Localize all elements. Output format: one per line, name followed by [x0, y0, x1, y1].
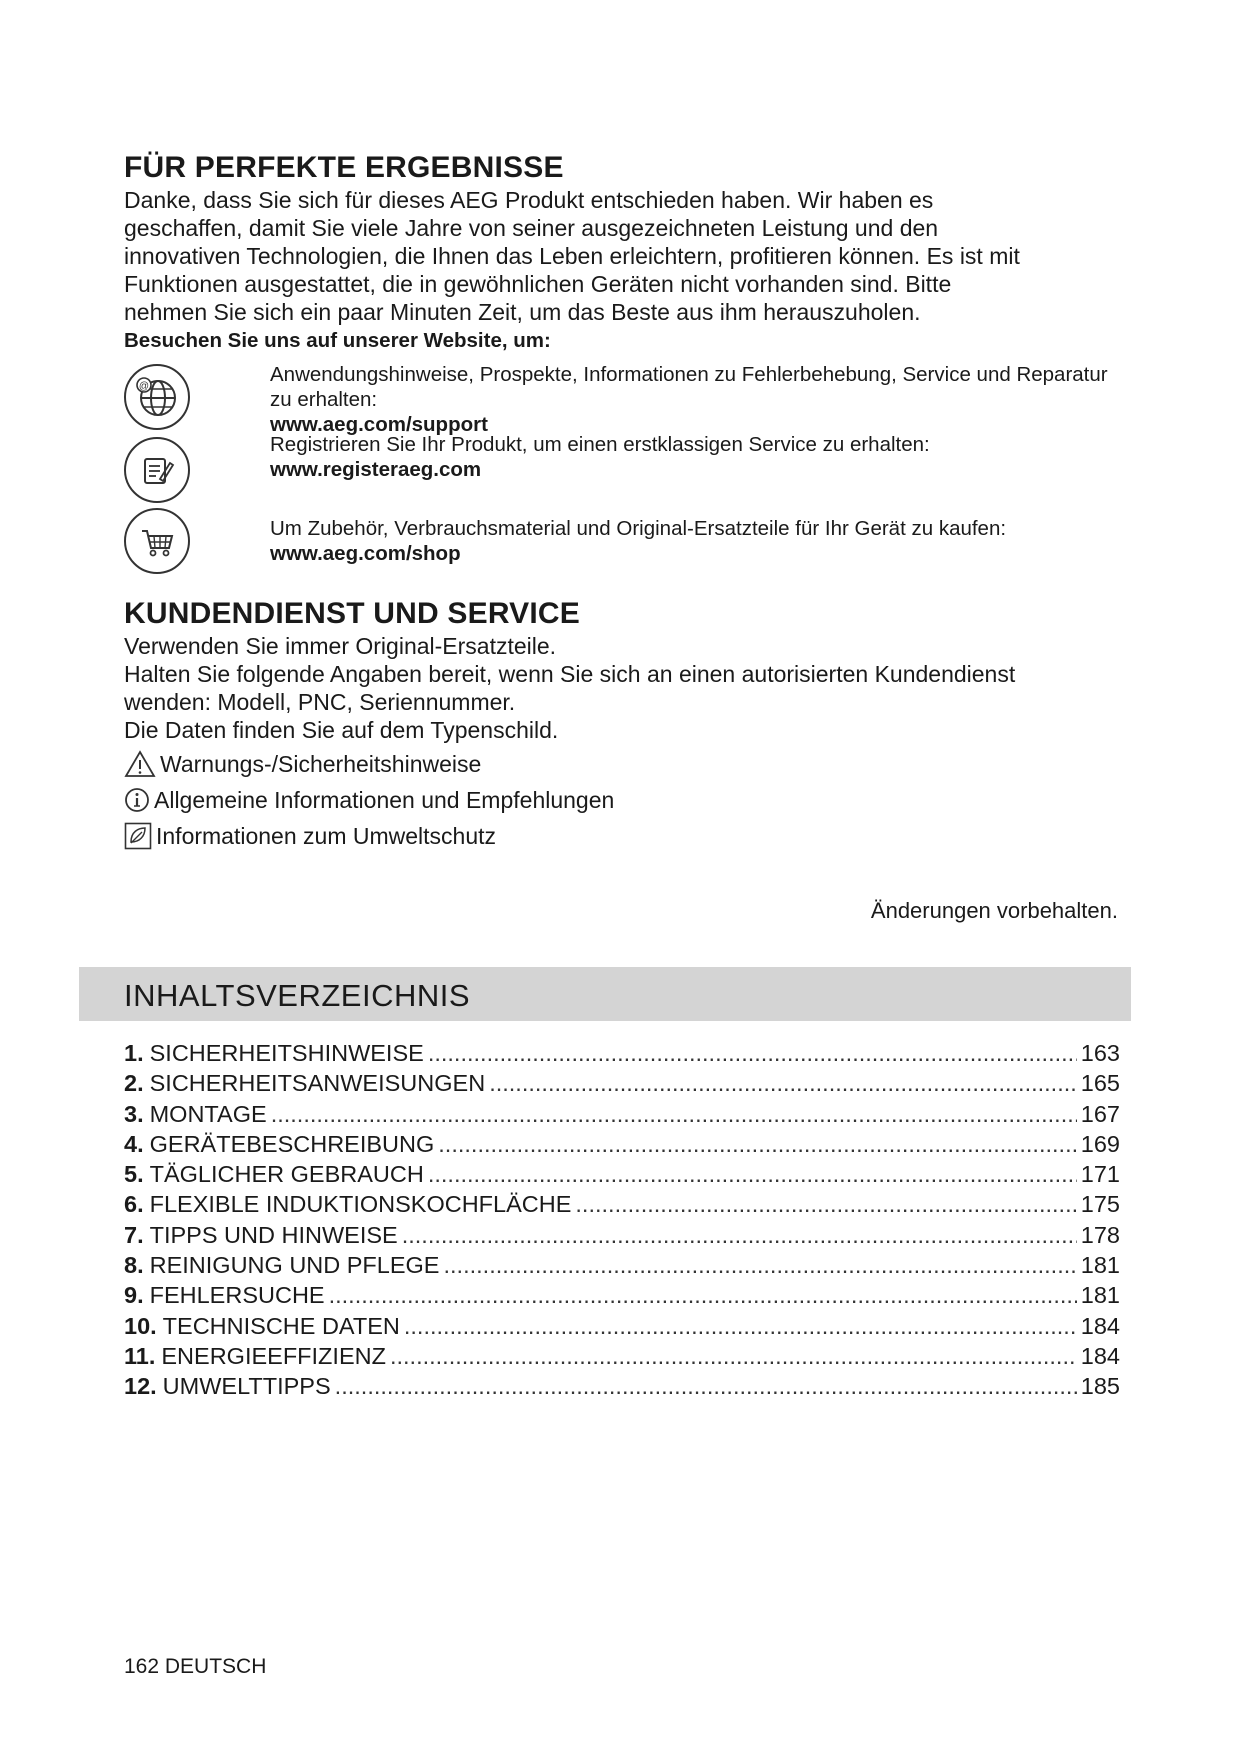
- shop-link-description: Um Zubehör, Verbrauchsmaterial und Original-Ersatzteile für Ihr Gerät zu kaufen:: [270, 517, 1007, 540]
- register-link-url[interactable]: www.registeraeg.com: [270, 458, 482, 481]
- toc-entry-label: FLEXIBLE INDUKTIONSKOCHFLÄCHE: [149, 1191, 572, 1218]
- support-link-url[interactable]: www.aeg.com/support: [270, 413, 488, 436]
- toc-entry-page: 185: [1080, 1373, 1120, 1400]
- toc-entry-page: 175: [1080, 1191, 1120, 1218]
- toc-entry-label: ENERGIEEFFIZIENZ: [161, 1342, 386, 1369]
- service-heading: KUNDENDIENST UND SERVICE: [124, 597, 580, 630]
- legend-info: [124, 782, 1120, 818]
- toc-entry-label: UMWELTTIPPS: [162, 1373, 331, 1400]
- toc-entry-number: 3.: [124, 1100, 144, 1127]
- toc-entry-page: 181: [1080, 1252, 1120, 1279]
- perfect-results-heading: FÜR PERFEKTE ERGEBNISSE: [124, 151, 564, 184]
- toc-entry-number: 5.: [124, 1161, 144, 1188]
- intro-section: [124, 150, 1120, 924]
- toc-entry-page: 181: [1080, 1282, 1120, 1309]
- symbol-legend: [124, 746, 1120, 854]
- toc-entry-page: 184: [1080, 1312, 1120, 1339]
- legend-info-label: Allgemeine Informationen und Empfehlungen: [154, 786, 615, 813]
- toc-entry-label: MONTAGE: [149, 1100, 267, 1127]
- table-of-contents: [124, 1038, 1120, 1402]
- toc-leader-dots: [428, 1159, 1077, 1189]
- legend-environment: [124, 818, 1120, 854]
- toc-entry-label: TIPPS UND HINWEISE: [149, 1221, 398, 1248]
- toc-leader-dots: [404, 1311, 1077, 1341]
- toc-entry-number: 4.: [124, 1130, 144, 1157]
- toc-entry-page: 167: [1080, 1100, 1120, 1127]
- intro-line: nehmen Sie sich ein paar Minuten Zeit, um das Beste aus ihm herauszuholen.: [124, 299, 921, 325]
- toc-entry-number: 12.: [124, 1373, 157, 1400]
- service-section: [124, 596, 1120, 924]
- intro-line: Funktionen ausgestattet, die in gewöhnlichen Geräten nicht vorhanden sind. Bitte: [124, 271, 952, 297]
- toc-entry[interactable]: [124, 1068, 1120, 1098]
- toc-entry-number: 11.: [124, 1342, 156, 1369]
- legend-environment-label: Informationen zum Umweltschutz: [156, 822, 497, 849]
- toc-leader-dots: [489, 1068, 1077, 1098]
- toc-leader-dots: [271, 1099, 1077, 1129]
- intro-line: geschaffen, damit Sie viele Jahre von seiner ausgezeichneten Leistung und den: [124, 215, 939, 241]
- service-line: Die Daten finden Sie auf dem Typenschild.: [124, 717, 559, 743]
- intro-paragraph: [124, 186, 1120, 326]
- support-link-description: Anwendungshinweise, Prospekte, Informationen zu Fehlerbehebung, Service und Reparatur zu erhalten:: [270, 363, 1108, 411]
- support-link-row: [124, 360, 1120, 434]
- toc-leader-dots: [329, 1280, 1077, 1310]
- svg-text:@: @: [138, 381, 150, 392]
- environment-leaf-icon: [124, 821, 152, 851]
- toc-entry-page: 163: [1080, 1040, 1120, 1066]
- register-link-description: Registrieren Sie Ihr Produkt, um einen erstklassigen Service zu erhalten:: [270, 433, 930, 456]
- toc-leader-dots: [443, 1250, 1076, 1280]
- toc-entry-page: 178: [1080, 1221, 1120, 1248]
- globe-at-icon: [124, 364, 190, 430]
- toc-entry-label: TÄGLICHER GEBRAUCH: [149, 1161, 424, 1188]
- toc-entry-number: 7.: [124, 1221, 144, 1248]
- toc-entry-page: 165: [1080, 1070, 1120, 1097]
- toc-leader-dots: [335, 1371, 1077, 1401]
- info-circle-icon: [124, 785, 150, 815]
- toc-entry-number: 10.: [124, 1312, 157, 1339]
- toc-leader-dots: [402, 1220, 1077, 1250]
- toc-leader-dots: [575, 1189, 1076, 1219]
- toc-entry-number: 6.: [124, 1191, 144, 1218]
- shopping-cart-icon: [124, 508, 190, 574]
- page-footer: 162 DEUTSCH: [124, 1655, 267, 1678]
- intro-line: innovativen Technologien, die Ihnen das Leben erleichtern, profitieren können. Es ist mit: [124, 243, 1020, 269]
- service-line: Verwenden Sie immer Original-Ersatzteile.: [124, 633, 557, 659]
- visit-website-label: Besuchen Sie uns auf unserer Website, um:: [124, 329, 551, 352]
- legend-warning: [124, 746, 1120, 782]
- toc-entry[interactable]: [124, 1099, 1120, 1129]
- toc-entry[interactable]: [124, 1371, 1120, 1401]
- legend-warning-label: Warnungs-/Sicherheitshinweise: [160, 750, 482, 777]
- service-line: Halten Sie folgende Angaben bereit, wenn Sie sich an einen autorisierten Kundendienst: [124, 661, 1016, 687]
- toc-entry-label: SICHERHEITSHINWEISE: [149, 1040, 424, 1066]
- toc-entry[interactable]: [124, 1250, 1120, 1280]
- service-line: wenden: Modell, PNC, Seriennummer.: [124, 689, 516, 715]
- toc-entry-page: 184: [1080, 1342, 1120, 1369]
- toc-entry-number: 1.: [124, 1040, 144, 1066]
- toc-entry-page: 169: [1080, 1130, 1120, 1157]
- toc-entry[interactable]: [124, 1311, 1120, 1341]
- toc-entry-label: GERÄTEBESCHREIBUNG: [149, 1130, 435, 1157]
- toc-entry-label: FEHLERSUCHE: [149, 1282, 325, 1309]
- toc-entry[interactable]: [124, 1038, 1120, 1068]
- shop-link-url[interactable]: www.aeg.com/shop: [270, 542, 461, 565]
- toc-entry-number: 8.: [124, 1252, 144, 1279]
- toc-entry[interactable]: [124, 1280, 1120, 1310]
- toc-leader-dots: [428, 1038, 1077, 1068]
- toc-leader-dots: [390, 1341, 1077, 1371]
- toc-entry[interactable]: [124, 1129, 1120, 1159]
- shop-link-row: [124, 506, 1120, 590]
- toc-entry-number: 2.: [124, 1070, 144, 1097]
- toc-entry-label: REINIGUNG UND PFLEGE: [149, 1252, 440, 1279]
- toc-entry-page: 171: [1080, 1161, 1120, 1188]
- toc-entry[interactable]: [124, 1159, 1120, 1189]
- intro-line: Danke, dass Sie sich für dieses AEG Produkt entschieden haben. Wir haben es: [124, 187, 934, 213]
- register-form-icon: [124, 437, 190, 503]
- toc-entry-label: TECHNISCHE DATEN: [162, 1312, 400, 1339]
- changes-reserved-note: Änderungen vorbehalten.: [870, 898, 1118, 923]
- toc-entry-label: SICHERHEITSANWEISUNGEN: [149, 1070, 486, 1097]
- toc-entry[interactable]: [124, 1220, 1120, 1250]
- toc-entry[interactable]: [124, 1189, 1120, 1219]
- register-link-row: [124, 434, 1120, 506]
- warning-triangle-icon: [124, 749, 156, 779]
- toc-entry-number: 9.: [124, 1282, 144, 1309]
- toc-entry[interactable]: [124, 1341, 1120, 1371]
- toc-title: INHALTSVERZEICHNIS: [124, 978, 471, 1013]
- toc-leader-dots: [438, 1129, 1077, 1159]
